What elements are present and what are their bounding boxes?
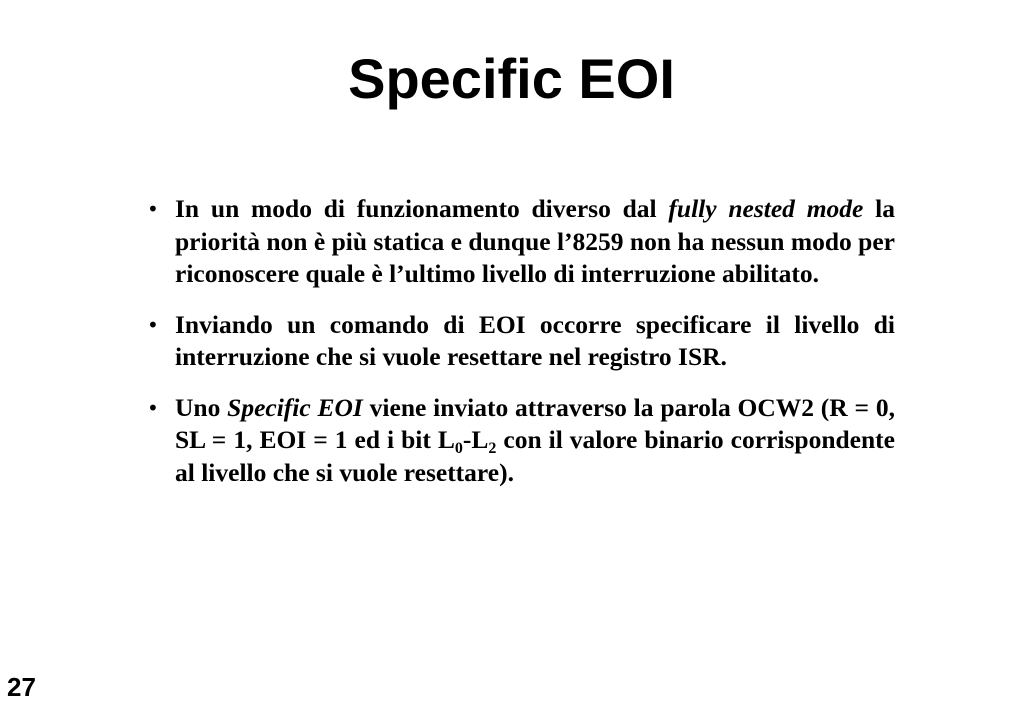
subscript: 0 (454, 440, 463, 457)
bullet-text: Uno Specific EOI viene inviato attraverso la parola OCW2 (R = 0, SL = 1, EOI = 1 ed i bit $L_0-L_2$ con il valore binario corrispondente al livello che si vuole resettare). (175, 392, 895, 487)
bullet-item (147, 392, 895, 490)
bullet-marker: • (147, 197, 159, 221)
italic-term: Specific EOI (227, 392, 363, 422)
bullet-text: Inviando un comando di EOI occorre specificare il livello di interruzione che si vuole resettare nel registro ISR. (175, 309, 895, 371)
subscript: 2 (488, 440, 497, 457)
bullet-item (147, 309, 895, 374)
bullet-text: In un modo di funzionamento diverso dal fully nested mode la priorità non è più statica e dunque l’8259 non ha nessun modo per riconoscere quale è l’ultimo livello di interruzione abilitato. (175, 194, 895, 288)
italic-term: fully nested mode (668, 194, 864, 223)
bullet-marker: • (147, 395, 159, 420)
bullet-marker: • (147, 312, 159, 337)
bullet-item (147, 193, 895, 291)
slide-title: Specific EOI (348, 47, 675, 110)
page-number: 27 (7, 672, 36, 702)
bullet-list (147, 193, 895, 507)
